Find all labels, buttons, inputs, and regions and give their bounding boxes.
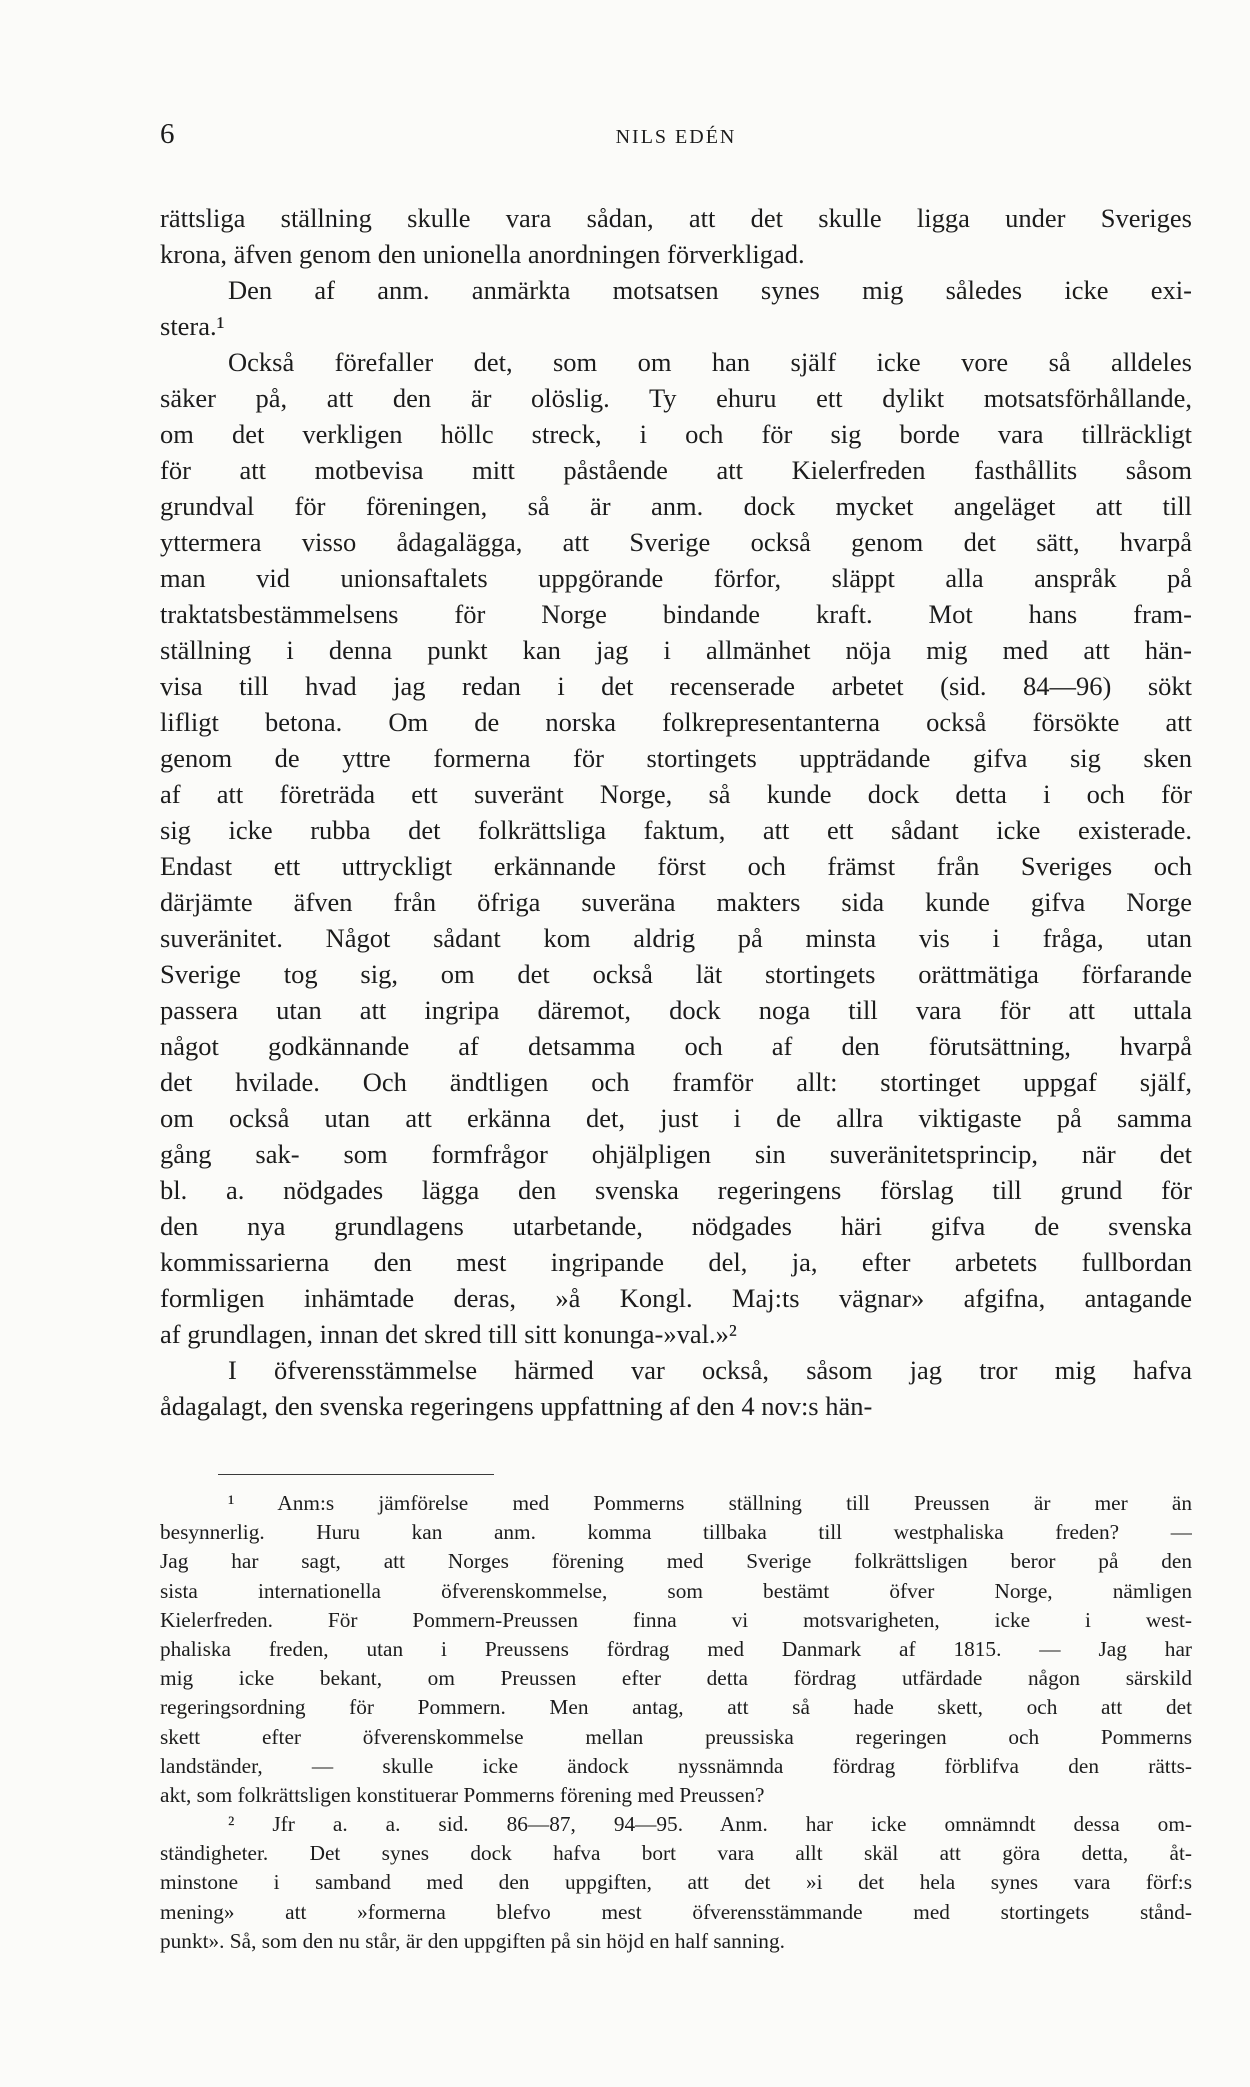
text-line: grundval för föreningen, så är anm. dock mycket angeläget att till [160,491,1192,521]
footnote-line: skett efter öfverenskommelse mellan preussiska regeringen och Pommerns [160,1724,1192,1749]
text-line: om också utan att erkänna det, just i de allra viktigaste på samma [160,1103,1192,1133]
text-line: bl. a. nödgades lägga den svenska regeringens förslag till grund för [160,1175,1192,1205]
footnote-line: minstone i samband med den uppgiften, att det »i det hela synes vara förf:s [160,1870,1192,1895]
text-line: Sverige tog sig, om det också lät stortingets orättmätiga förfarande [160,959,1192,989]
footnote-rule [218,1474,494,1475]
footnote-line: mig icke bekant, om Preussen efter detta fördrag utfärdade någon särskild [160,1666,1192,1691]
footnote-line: Kielerfreden. För Pommern-Preussen finna vi motsvarigheten, icke i west- [160,1607,1192,1632]
footnotes [160,1474,1192,1956]
footnote-line: sista internationella öfverenskommelse, som bestämt öfver Norge, nämligen [160,1578,1192,1603]
running-head: NILS EDÉN [615,126,737,148]
text-line: Den af anm. anmärkta motsatsen synes mig således icke exi- [228,275,1192,305]
text-line: säker på, att den är olöslig. Ty ehuru ett dylikt motsatsförhållande, [160,383,1192,413]
text-line: krona, äfven genom den unionella anordningen förverkligad. [160,239,805,269]
text-line: af grundlagen, innan det skred till sitt konunga-»val.»² [160,1319,737,1349]
page-number: 6 [160,118,175,150]
footnote-line: ² Jfr a. a. sid. 86—87, 94—95. Anm. har icke omnämndt dessa om- [228,1812,1192,1837]
text-line: sig icke rubba det folkrättsliga faktum, att ett sådant icke existerade. [160,815,1192,845]
text-line: genom de yttre formerna för stortingets uppträdande gifva sig sken [160,743,1192,773]
footnote-line: punkt». Så, som den nu står, är den uppgiften på sin höjd en half sanning. [160,1928,785,1953]
text-line: rättsliga ställning skulle vara sådan, att det skulle ligga under Sveriges [160,203,1192,233]
text-line: om det verkligen höllc streck, i och för sig borde vara tillräckligt [160,419,1192,449]
text-line: den nya grundlagens utarbetande, nödgades häri gifva de svenska [160,1211,1192,1241]
text-line: ställning i denna punkt kan jag i allmänhet nöja mig med att hän- [160,635,1192,665]
text-line: det hvilade. Och ändtligen och framför allt: stortinget uppgaf själf, [160,1067,1192,1097]
text-line: stera.¹ [160,311,225,341]
footnote-line: landständer, — skulle icke ändock nyssnämnda fördrag förblifva den rätts- [160,1753,1192,1778]
text-line: visa till hvad jag redan i det recenserade arbetet (sid. 84—96) sökt [160,671,1192,701]
footnote-line: ¹ Anm:s jämförelse med Pommerns ställning till Preussen är mer än [228,1491,1192,1515]
text-line: af att företräda ett suveränt Norge, så kunde dock detta i och för [160,779,1192,809]
text-line: ådagalagt, den svenska regeringens uppfattning af den 4 nov:s hän- [160,1391,873,1421]
text-line: därjämte äfven från öfriga suveräna makters sida kunde gifva Norge [160,887,1192,917]
footnote-line: Jag har sagt, att Norges förening med Sverige folkrättsligen beror på den [160,1549,1192,1574]
footnote-line: besynnerlig. Huru kan anm. komma tillbaka till westphaliska freden? — [160,1520,1192,1545]
body-text [160,200,1192,1424]
text-line: I öfverensstämmelse härmed var också, såsom jag tror mig hafva [228,1355,1192,1385]
footnote-line: mening» att »formerna blefvo mest öfverensstämmande med stortingets stånd- [160,1899,1192,1924]
text-line: kommissarierna den mest ingripande del, ja, efter arbetets fullbordan [160,1247,1192,1277]
text-line: Endast ett uttryckligt erkännande först och främst från Sveriges och [160,851,1192,881]
footnote-line: akt, som folkrättsligen konstituerar Pommerns förening med Preussen? [160,1782,765,1807]
footnote-line: phaliska freden, utan i Preussens fördrag med Danmark af 1815. — Jag har [160,1636,1192,1661]
text-line: yttermera visso ådagalägga, att Sverige också genom det sätt, hvarpå [160,527,1192,557]
text-line: formligen inhämtade deras, »å Kongl. Maj:ts vägnar» afgifna, antagande [160,1283,1192,1313]
text-line: man vid unionsaftalets uppgörande förfor, släppt alla anspråk på [160,563,1192,593]
footnote-line: regeringsordning för Pommern. Men antag, att så hade skett, och att det [160,1695,1192,1720]
text-line: passera utan att ingripa däremot, dock noga till vara för att uttala [160,995,1192,1025]
footnote-line: ständigheter. Det synes dock hafva bort vara allt skäl att göra detta, åt- [160,1841,1192,1866]
page-header [160,118,1192,158]
text-line: traktatsbestämmelsens för Norge bindande kraft. Mot hans fram- [160,599,1192,629]
text-line: suveränitet. Något sådant kom aldrig på minsta vis i fråga, utan [160,923,1192,953]
footnote-lines [160,1489,1192,1956]
text-line: för att motbevisa mitt påstående att Kielerfreden fasthållits såsom [160,455,1192,485]
text-line: något godkännande af detsamma och af den förutsättning, hvarpå [160,1031,1192,1061]
text-line: gång sak- som formfrågor ohjälpligen sin suveränitetsprincip, när det [160,1139,1192,1169]
text-line: Också förefaller det, som om han själf icke vore så alldeles [228,347,1192,377]
text-line: lifligt betona. Om de norska folkrepresentanterna också försökte att [160,707,1192,737]
